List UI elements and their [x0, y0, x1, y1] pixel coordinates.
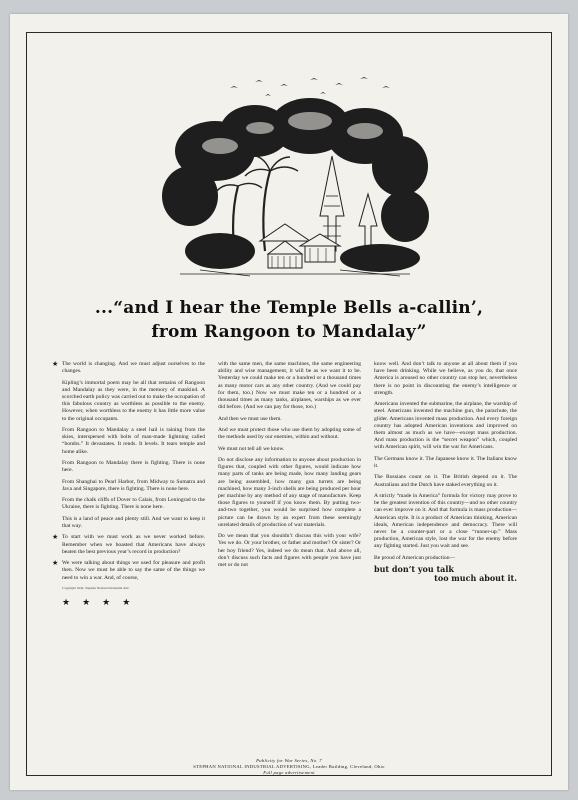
headline-line-2: from Rangoon to Mandalay”: [151, 322, 427, 342]
headline: [10, 296, 568, 344]
footer-company: STEPHAN NATIONAL INDUSTRIAL ADVERTISING, Leader Building, Cleveland, Ohio: [193, 764, 385, 769]
paragraph: From Shanghai to Pearl Harbor, from Midway to Sumatra and Java and Singapore, there is fighting. There is none here.: [62, 478, 205, 492]
paragraph: know well. And don’t talk to anyone at all about them if you have been drinking. While we believe, as you do, that once America is aroused no other country can stop her, nevertheless there is no point in discounting the enemy’s intelligence or strength.: [374, 361, 517, 396]
closing-line-2: too much about it.: [434, 573, 517, 584]
star-icon: ★: [62, 596, 71, 607]
footer: [10, 758, 568, 776]
paragraph: ★ To start with we must work as we never worked before. Remember when we boasted that Americans have always beaten the best previous year’s record in production?: [52, 533, 205, 555]
paragraph: The Russians count on it. The British depend on it. The Australians and the Dutch have staked everything on it.: [374, 474, 517, 488]
column-3: [374, 361, 517, 606]
closing-line-1: but don’t you talk: [374, 564, 454, 575]
poster-sheet: [10, 14, 568, 790]
paragraph: ★ The world is changing. And we must adjust ourselves to the changes.: [52, 360, 205, 375]
paragraph: From the chalk cliffs of Dover to Calais, from Leningrad to the Ukraine, there is fighting. There is none here.: [62, 497, 205, 511]
body-columns: [52, 360, 517, 607]
star-icon: ★: [122, 596, 131, 607]
headline-line-1: ...“and I hear the Temple Bells a-callin’,: [94, 298, 484, 318]
stars-row: [62, 596, 205, 607]
paragraph: We must not tell all we know.: [218, 445, 285, 452]
paragraph: Be proud of American production—: [374, 554, 456, 561]
column-1: [52, 360, 205, 607]
footer-note: Full page advertisement: [263, 770, 315, 775]
star-icon: ★: [52, 533, 59, 542]
star-icon: ★: [52, 559, 59, 568]
paragraph: ★ We were talking about things we used for pleasure and profit then. Now we must be able to say the same of the things we need to win a war. And, of course,: [52, 559, 205, 581]
footer-series: Publicity for War Series, No. 7: [256, 758, 322, 763]
star-icon: ★: [102, 596, 111, 607]
paragraph: A strictly “made in America” formula for victory may prove to be the greatest invention of this country—and no other country can ever improve on it. And that formula is mass production—American style. It is a product of American thinking, American ideals, American independence and democracy. There will never be a counter-part or a close “runner-up.” Mass production, American style, lost the war for the enemy before any fighting started. Just you wait and see.: [374, 493, 517, 550]
birds-icon: [230, 77, 390, 96]
paragraph: Do we mean that you shouldn’t discuss this with your wife? Yes we do. Or your brother, or father and mother? Or sister? Or her boy friend? Yes, indeed we do mean that. And above all, don’t discuss such facts and figures with people you have just met or do not: [218, 533, 361, 569]
paragraph: Kipling’s immortal poem may be all that remains of Rangoon and Mandalay as they were, in the memory of mankind. A scorched earth policy was carried out to make the occupation of this fabulous country as worthless as possible to the enemy. However, when worthless to the enemy it has little more value to the original occupants.: [62, 379, 205, 422]
column-2: [218, 361, 361, 606]
star-icon: ★: [82, 596, 91, 607]
copyright-note: Copyright 1942, Stephan National Industrial Adv.: [62, 585, 130, 590]
paragraph: From Rangoon to Mandalay a steel hail is raining from the skies, interspersed with bolts of man-made lightning called “bombs.” It devastates. It rends. It levels. It tears temple and home alike.: [62, 427, 205, 455]
paragraph: And we must protect those who use them by adopting some of the methods used by our enemies, within and without.: [218, 427, 361, 441]
paragraph: This is a land of peace and plenty still. And we want to keep it that way.: [62, 515, 205, 529]
paragraph: The Germans know it. The Japanese know it. The Italians know it.: [374, 455, 517, 470]
paragraph: Do not disclose any information to anyone about production in figures that, coupled with other figures, would indicate how many parts of tanks are being made, how many landing gears are being assembled, how many gun turrets are being machined, how many 3-inch shells are being produced per hour per machine by any method of any stage of manufacture. Keep those figures to yourself if you know them. By putting two-and-two together, you would be surprised how complete a picture can be drawn by an expert from these seemingly unrelated details of production of war materials.: [218, 456, 361, 528]
temple-illustration: [160, 76, 430, 286]
paragraph: Americans invented the submarine, the airplane, the warship of steel. Americans invented the machine gun, the parachute, the glider. Americans invented mass production. And every foreign country has adopted American inventions and improved on them almost as much as we have—except mass production. And mass production is the “secret weapon” which, coupled with American spirit, will win the war for Americans.: [374, 401, 517, 451]
paragraph: And then we must use them.: [218, 415, 282, 422]
star-icon: ★: [52, 360, 59, 368]
paragraph: with the same men, the same machines, the same engineering ability and wise management, it will be as we want it to be. Yesterday we could make ten or a hundred or a thousand times as many motor cars as any other country. (And we could pay for them, too.) Now we must make ten or a hundred or a thousand times as many tanks, airplanes, warships as we ever did before. (And we can pay for those, too.): [218, 361, 361, 411]
paragraph: From Rangoon to Mandalay there is fighting. There is none here.: [62, 460, 205, 474]
